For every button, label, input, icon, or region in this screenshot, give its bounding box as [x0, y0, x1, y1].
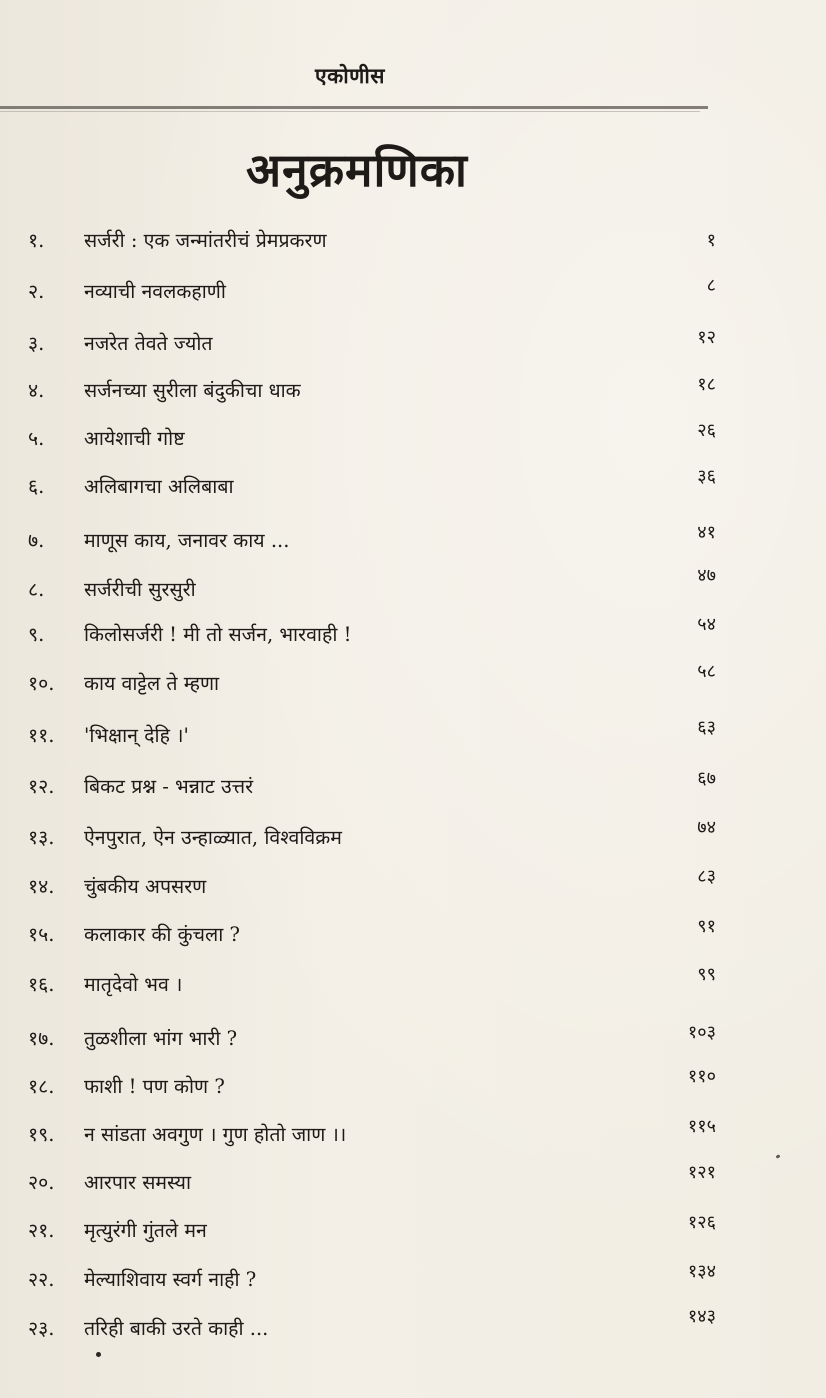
toc-entry-page: ४१: [697, 522, 716, 543]
toc-entry-title: नव्याची नवलकहाणी: [84, 280, 226, 303]
toc-entry: [28, 614, 716, 653]
toc-entry-number: २१.: [28, 1219, 55, 1242]
toc-entry-number: १८.: [28, 1075, 55, 1098]
toc-entry: [28, 373, 716, 409]
toc-entry-number: ८.: [28, 578, 45, 601]
toc-entry-title: फाशी ! पण कोण ?: [84, 1075, 225, 1098]
toc-entry-number: ५.: [28, 427, 45, 450]
toc-entry-title: किलोसर्जरी ! मी तो सर्जन, भारवाही !: [84, 623, 352, 646]
toc-entry: [28, 1066, 716, 1105]
toc-entry-page: १४३: [687, 1306, 716, 1327]
toc-entry-title: आरपार समस्या: [84, 1171, 191, 1194]
toc-entry: [28, 1262, 716, 1298]
toc-entry-title: मृत्युरंगी गुंतले मन: [84, 1219, 207, 1242]
toc-entry-title: माणूस काय, जनावर काय ...: [84, 529, 290, 552]
toc-entry-title: बिकट प्रश्न - भन्नाट उत्तरं: [84, 775, 254, 798]
toc-entry-number: १४.: [28, 875, 55, 898]
toc-entry-number: १७.: [28, 1027, 55, 1050]
toc-entry-page: ८: [706, 275, 716, 296]
toc-entry-page: ९९: [697, 964, 716, 985]
toc-entry-title: न सांडता अवगुण । गुण होतो जाण ।।: [84, 1123, 347, 1146]
toc-entry-title: चुंबकीय अपसरण: [84, 875, 207, 898]
toc-entry-title: तुळशीला भांग भारी ?: [84, 1027, 238, 1050]
toc-entry-page: ९१: [697, 916, 716, 937]
toc-entry-page: १०३: [687, 1022, 716, 1043]
toc-entry-page: ११५: [687, 1116, 716, 1137]
toc-entry-number: ३.: [28, 332, 45, 355]
toc-entry-title: सर्जरी : एक जन्मांतरीचं प्रेमप्रकरण: [84, 229, 327, 252]
toc-entry-number: २.: [28, 280, 45, 303]
toc-entry-number: १२.: [28, 775, 55, 798]
toc-entry-page: ३६: [697, 466, 716, 487]
toc-entry: [28, 769, 716, 805]
toc-entry-page: ६३: [697, 717, 716, 738]
toc-entry: [28, 326, 716, 362]
toc-entry-title: मातृदेवो भव ।: [84, 973, 183, 996]
toc-entry-number: १३.: [28, 826, 55, 849]
toc-entry-title: तरिही बाकी उरते काही ...: [84, 1317, 269, 1340]
toc-entry-number: १.: [28, 229, 45, 252]
toc-entry: [28, 817, 716, 856]
toc-entry: [28, 421, 716, 457]
toc-entry: [28, 964, 716, 1003]
toc-entry-number: ४.: [28, 379, 45, 402]
toc-entry-page: ५८: [697, 661, 716, 682]
toc-entry: [28, 565, 716, 608]
toc-entry: [28, 917, 716, 953]
toc-entry-page: १८: [697, 374, 716, 395]
toc-entry: [28, 523, 716, 559]
toc-entry: [28, 1306, 716, 1347]
toc-entry-number: १६.: [28, 973, 55, 996]
toc-entry-number: १९.: [28, 1123, 55, 1146]
toc-entry-page: ११०: [687, 1066, 716, 1087]
toc-entry: [28, 1117, 716, 1153]
page-title: अनुक्रमणिका: [246, 143, 468, 197]
toc-entry-title: सर्जरीची सुरसुरी: [84, 578, 196, 601]
toc-entry-title: कलाकार की कुंचला ?: [84, 923, 240, 946]
toc-entry-number: १०.: [28, 672, 55, 695]
toc-entry-page: ८३: [697, 866, 716, 887]
toc-entry: [28, 866, 716, 905]
toc-entry-title: मेल्याशिवाय स्वर्ग नाही ?: [84, 1268, 257, 1291]
toc-entry-page: १२१: [687, 1162, 716, 1183]
toc-entry-number: २२.: [28, 1268, 55, 1291]
toc-entry-page: ५४: [697, 614, 716, 635]
toc-entry-page: ७४: [697, 817, 716, 838]
toc-entry-number: ११.: [28, 724, 55, 747]
toc-entry-page: २६: [697, 420, 716, 441]
toc-entry-page: १२: [697, 327, 716, 348]
toc-entry: [28, 1213, 716, 1249]
toc-entry-number: २३.: [28, 1317, 55, 1340]
ink-dot: [96, 1352, 101, 1357]
toc-entry-title: अलिबागचा अलिबाबा: [84, 475, 234, 498]
toc-entry-page: ४७: [697, 565, 716, 586]
toc-entry-page: १: [706, 230, 716, 251]
toc-entry-title: काय वाट्टेल ते म्हणा: [84, 672, 220, 695]
toc-entry: [28, 274, 716, 310]
running-head: एकोणीस: [315, 63, 385, 88]
toc-entry-number: ६.: [28, 475, 45, 498]
toc-entry: [28, 718, 716, 754]
toc-entry-title: ऐनपुरात, ऐन उन्हाळ्यात, विश्वविक्रम: [84, 826, 342, 849]
toc-entry-title: सर्जनच्या सुरीला बंदुकीचा धाक: [84, 379, 301, 402]
toc-entry-number: ९.: [28, 623, 45, 646]
toc-entry-page: ६७: [697, 768, 716, 789]
toc-entry: [28, 223, 716, 259]
toc-entry: [28, 1021, 716, 1057]
toc-entry-title: 'भिक्षान् देहि ।': [84, 724, 189, 747]
toc-entry-page: १२६: [687, 1212, 716, 1233]
toc-entry: [28, 661, 716, 702]
toc-entry-number: १५.: [28, 923, 55, 946]
toc-entry-title: नजरेत तेवते ज्योत: [84, 332, 213, 355]
toc-entry: [28, 466, 716, 505]
toc-entry-number: २०.: [28, 1171, 55, 1194]
toc-entry-page: १३४: [687, 1261, 716, 1282]
toc-entry-title: आयेशाची गोष्ट: [84, 427, 185, 450]
toc-entry: [28, 1162, 716, 1201]
toc-entry-number: ७.: [28, 529, 45, 552]
